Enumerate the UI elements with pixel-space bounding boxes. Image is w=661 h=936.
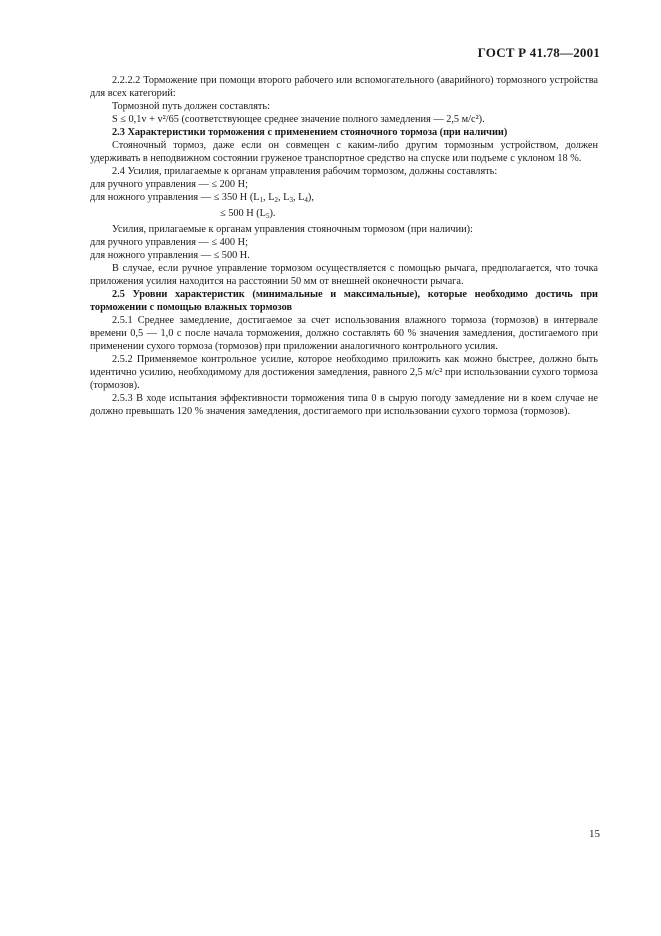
text-part: , L <box>292 192 305 203</box>
subscript: 1 <box>259 196 264 204</box>
page-number: 15 <box>589 828 600 840</box>
braking-formula: S ≤ 0,1v + v²/65 (соответствующее среднее значение полного замедления — 2,5 м/с²). <box>112 114 485 125</box>
paragraph-2-4: 2.4 Усилия, прилагаемые к органам управления рабочим тормозом, должны составлять: <box>112 166 498 177</box>
text-part: для ножного управления — ≤ 350 Н (L <box>90 192 260 203</box>
heading-2-3: 2.3 Характеристики торможения с применением стояночного тормоза (при наличии) <box>112 127 508 138</box>
paragraph-2-2-2-2: 2.2.2.2 Торможение при помощи второго рабочего или вспомогательного (аварийного) тормозного устройства для всех категорий: <box>90 75 598 99</box>
paragraph-lever: В случае, если ручное управление тормозом осуществляется с помощью рычага, предполагается, что точка приложения усилия находится на расстоянии 50 мм от внешней оконечности рычага. <box>90 263 598 287</box>
subscript: 4 <box>304 196 308 204</box>
subscript: 2 <box>274 196 278 204</box>
paragraph-2-5-3: 2.5.3 В ходе испытания эффективности торможения типа 0 в сырую погоду замедление ни в коем случае не должно превышать 120 % значения замедления, достигаемого при использовании сухого тормоза (тормозов). <box>90 393 598 417</box>
text-part: ), <box>307 192 314 203</box>
document-code: ГОСТ Р 41.78—2001 <box>477 45 600 60</box>
text-part: ≤ 500 Н (L <box>220 208 266 219</box>
parking-foot-force: для ножного управления — ≤ 500 Н. <box>90 250 250 261</box>
paragraph-2-5-2: 2.5.2 Применяемое контрольное усилие, которое необходимо приложить как можно быстрее, должно быть идентично усилию, необходимому для достижения замедления, равного 2,5 м/с² при использовании сухого тормоза (тормозов). <box>90 354 598 391</box>
paragraph-parking-brake: Стояночный тормоз, даже если он совмещен с каким-либо другим тормозным устройством, должен удерживать в неподвижном состоянии груженое транспортное средство на спуске или подъеме с уклоном 18 %. <box>90 140 598 164</box>
document-body <box>90 74 598 418</box>
paragraph-braking-distance: Тормозной путь должен составлять: <box>112 101 270 112</box>
hand-control-force: для ручного управления — ≤ 200 Н; <box>90 179 248 190</box>
text-part: ). <box>269 208 276 219</box>
text-part: , L <box>263 192 275 203</box>
foot-control-force <box>90 191 598 207</box>
paragraph-parking-forces: Усилия, прилагаемые к органам управления стояночным тормозом (при наличии): <box>112 224 473 235</box>
paragraph-2-5-1: 2.5.1 Среднее замедление, достигаемое за счет использования влажного тормоза (тормозов) в интервале времени 0,5 — 1,0 с после начала торможения, должно составлять 60 % значения замедления, достигаемого при применении сухого тормоза (тормозов) при приложении аналогичного контрольного усилия. <box>90 315 598 352</box>
heading-2-5: 2.5 Уровни характеристик (минимальные и максимальные), которые необходимо достичь при торможении с помощью влажных тормозов <box>90 289 598 313</box>
subscript: 3 <box>289 196 293 204</box>
parking-hand-force: для ручного управления — ≤ 400 Н; <box>90 237 248 248</box>
text-part: , L <box>278 192 290 203</box>
subscript: 5 <box>265 212 270 220</box>
foot-control-force-l5 <box>90 207 598 223</box>
